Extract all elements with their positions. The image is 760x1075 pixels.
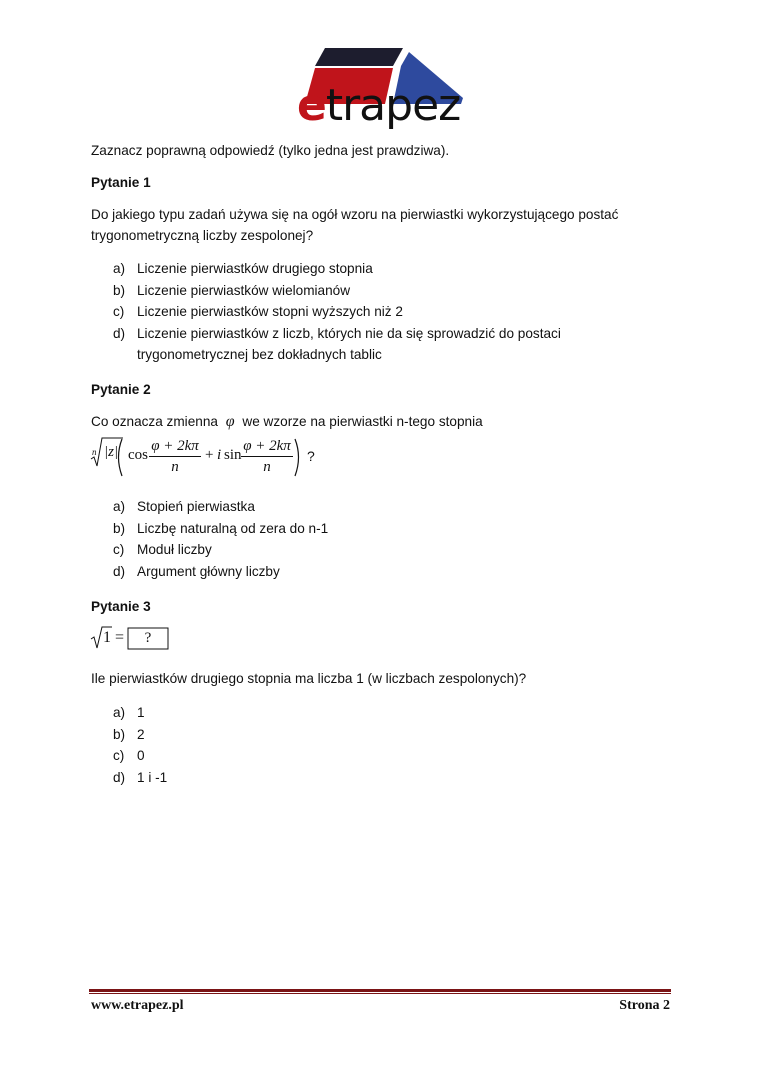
root-index: n bbox=[92, 447, 97, 457]
etrapez-logo bbox=[285, 46, 475, 142]
q2-option-b[interactable]: b) Liczbę naturalną od zera do n-1 bbox=[113, 520, 329, 536]
cos-label: cos bbox=[128, 447, 148, 463]
footer-rule-thick bbox=[89, 989, 671, 992]
footer-page-number: Strona 2 bbox=[619, 998, 670, 1013]
intro-instruction: Zaznacz poprawną odpowiedź (tylko jedna jest prawdziwa). bbox=[91, 143, 450, 158]
sqrt-radicand: 1 bbox=[103, 629, 111, 646]
modulus-z: |z| bbox=[104, 444, 119, 460]
q3-title: Pytanie 3 bbox=[91, 599, 151, 614]
equals-sign: = bbox=[115, 629, 125, 646]
q2-option-a[interactable]: a) Stopień pierwiastka bbox=[113, 499, 255, 514]
q1-option-b[interactable]: b) Liczenie pierwiastków wielomianów bbox=[113, 282, 351, 298]
logo-dark-shape bbox=[315, 48, 403, 66]
fraction-1: φ + 2kπ n bbox=[149, 437, 201, 476]
logo-wordmark: etrapez bbox=[297, 80, 461, 131]
q1-title: Pytanie 1 bbox=[91, 175, 151, 190]
q1-options bbox=[91, 258, 561, 366]
footer-rule-thin bbox=[89, 993, 671, 994]
phi-symbol: φ bbox=[225, 413, 235, 430]
q3-options bbox=[91, 702, 167, 788]
sin-label: sin bbox=[224, 447, 242, 463]
fraction-2: φ + 2kπ n bbox=[241, 437, 293, 476]
q1-text-line2: trygonometryczną liczby zespolonej? bbox=[91, 228, 314, 243]
footer-url[interactable]: www.etrapez.pl bbox=[91, 998, 184, 1013]
q3-option-b[interactable]: b) 2 bbox=[113, 726, 145, 742]
q2-title: Pytanie 2 bbox=[91, 382, 151, 397]
q3-option-a[interactable]: a) 1 bbox=[113, 705, 145, 720]
q2-option-c[interactable]: c) Moduł liczby bbox=[113, 542, 212, 557]
q2-root-formula bbox=[89, 433, 329, 481]
left-paren bbox=[119, 439, 123, 476]
q1-text-line1: Do jakiego typu zadań używa się na ogół wzoru na pierwiastki wykorzystującego postać bbox=[91, 207, 619, 222]
q3-text: Ile pierwiastków drugiego stopnia ma liczba 1 (w liczbach zespolonych)? bbox=[91, 671, 527, 686]
q1-option-d[interactable]: d) Liczenie pierwiastków z liczb, których nie da się sprowadzić do postaci trygonometrycznej bez dokładnych tablic bbox=[113, 325, 561, 362]
q3-option-c[interactable]: c) 0 bbox=[113, 748, 145, 763]
plus-sign: + bbox=[205, 447, 214, 463]
q1-option-a[interactable]: a) Liczenie pierwiastków drugiego stopnia bbox=[113, 261, 373, 276]
q1-option-c[interactable]: c) Liczenie pierwiastków stopni wyższych niż 2 bbox=[113, 304, 403, 319]
answer-box-question[interactable]: ? bbox=[144, 630, 152, 646]
formula-question: ? bbox=[307, 448, 315, 464]
imaginary-i: i bbox=[217, 447, 222, 463]
q2-option-d[interactable]: d) Argument główny liczby bbox=[113, 563, 280, 579]
q3-sqrt-formula bbox=[90, 624, 180, 654]
right-paren bbox=[295, 439, 299, 476]
q3-option-d[interactable]: d) 1 i -1 bbox=[113, 769, 168, 785]
q2-text: Co oznacza zmienna φ we wzorze na pierwiastki n-tego stopnia bbox=[91, 413, 483, 430]
q2-options bbox=[91, 496, 328, 582]
